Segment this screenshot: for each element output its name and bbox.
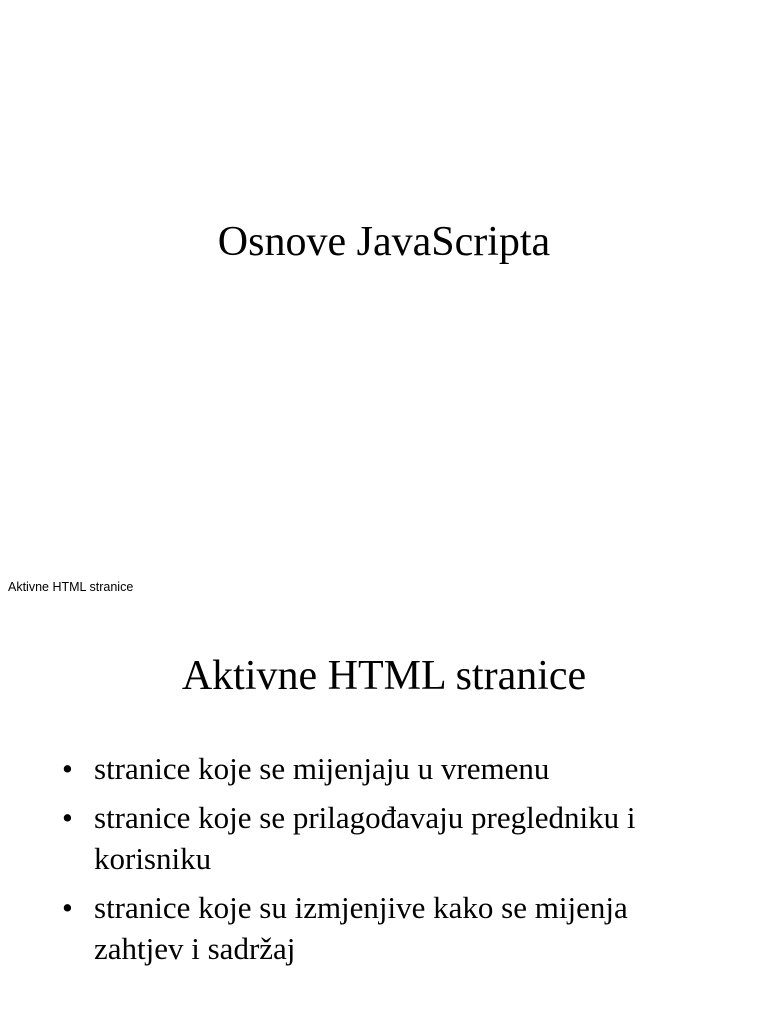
list-item <box>62 887 722 969</box>
bullet-text: stranice koje se mijenjaju u vremenu <box>94 751 550 786</box>
bullet-list <box>62 748 722 977</box>
slide-header-label: Aktivne HTML stranice <box>8 580 134 594</box>
list-item <box>62 748 722 789</box>
bullet-text: stranice koje se prilagođavaju pregledniku i korisniku <box>94 800 636 876</box>
bullet-text: stranice koje su izmjenjive kako se mijenja zahtjev i sadržaj <box>94 890 628 966</box>
bullet-icon: • <box>62 890 73 925</box>
bullet-icon: • <box>62 751 73 786</box>
bullet-icon: • <box>62 800 73 835</box>
slide-heading: Aktivne HTML stranice <box>181 653 587 699</box>
slide-title: Osnove JavaScripta <box>217 219 551 265</box>
list-item <box>62 797 722 879</box>
